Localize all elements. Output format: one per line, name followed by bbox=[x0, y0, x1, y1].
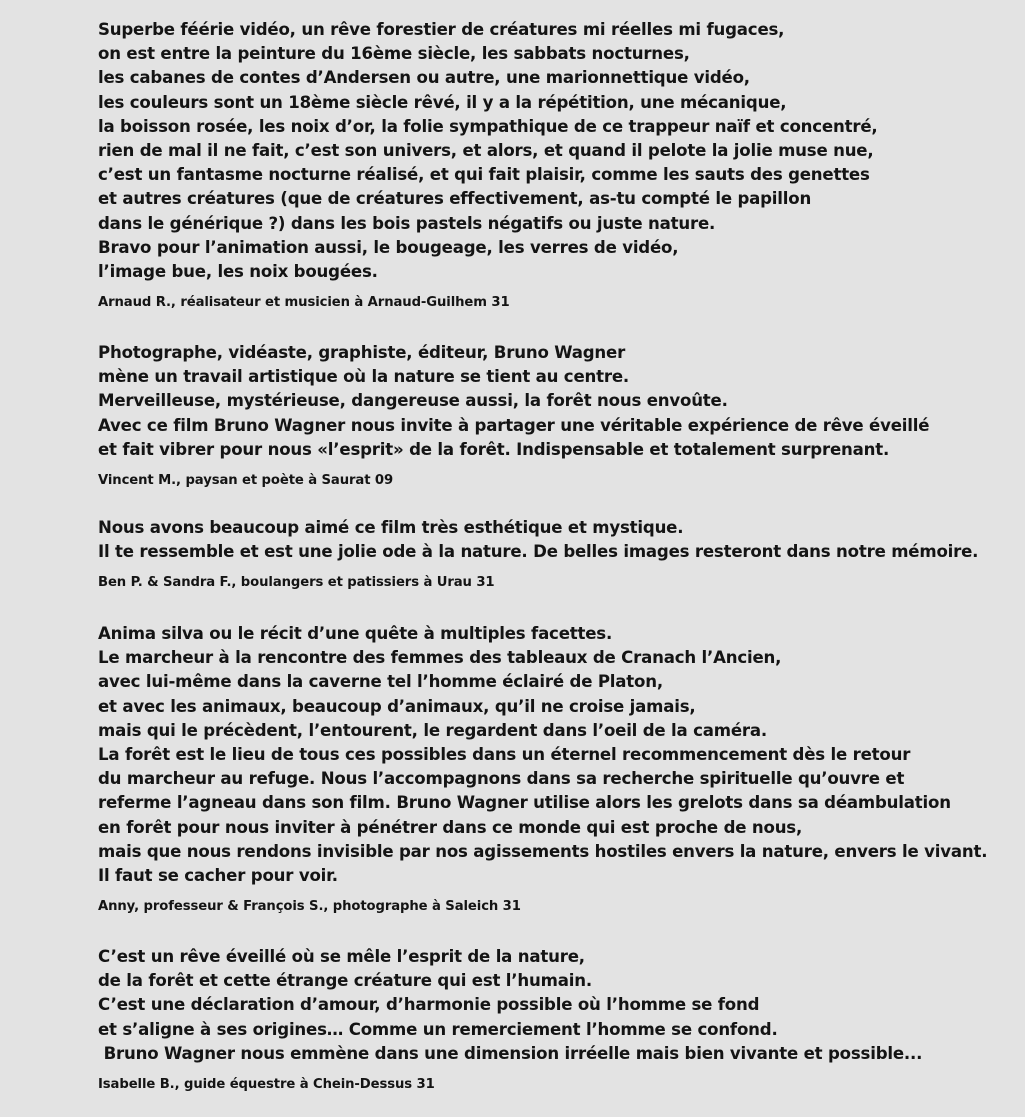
quote-line: Photographe, vidéaste, graphiste, éditeur, Bruno Wagner bbox=[98, 343, 626, 362]
testimonial-author: Isabelle B., guide équestre à Chein-Dessus 31 bbox=[98, 1077, 435, 1093]
quote-line: c’est un fantasme nocturne réalisé, et qui fait plaisir, comme les sauts des genettes bbox=[98, 165, 870, 185]
quote-line: mais qui le précèdent, l’entourent, le regardent dans l’oeil de la caméra. bbox=[98, 720, 767, 740]
quote-line: et s’aligne à ses origines… Comme un remerciement l’homme se confond. bbox=[98, 1019, 778, 1039]
quote-line: Le marcheur à la rencontre des femmes des tableaux de Cranach l’Ancien, bbox=[98, 648, 782, 668]
quote-line: les couleurs sont un 18ème siècle rêvé, il y a la répétition, une mécanique, bbox=[98, 92, 787, 112]
quote-line: Nous avons beaucoup aimé ce film très esthétique et mystique. bbox=[98, 518, 684, 537]
quote-line: Superbe féérie vidéo, un rêve forestier de créatures mi réelles mi fugaces, bbox=[98, 20, 785, 39]
quote-line: mais que nous rendons invisible par nos agissements hostiles envers la nature, envers le vivant. bbox=[98, 841, 988, 861]
quote-line: rien de mal il ne fait, c’est son univers, et alors, et quand il pelote la jolie muse nue, bbox=[98, 141, 874, 161]
testimonial-author: Ben P. & Sandra F., boulangers et patissiers à Urau 31 bbox=[98, 575, 495, 591]
testimonial-vincent bbox=[98, 341, 929, 490]
quote-line: referme l’agneau dans son film. Bruno Wagner utilise alors les grelots dans sa déambulation bbox=[98, 793, 951, 813]
testimonial-author: Arnaud R., réalisateur et musicien à Arnaud-Guilhem 31 bbox=[98, 295, 510, 311]
quote-line: Bravo pour l’animation aussi, le bougeage, les verres de vidéo, bbox=[98, 237, 679, 257]
quote-line: et avec les animaux, beaucoup d’animaux, qu’il ne croise jamais, bbox=[98, 696, 696, 716]
quote-line: en forêt pour nous inviter à pénétrer dans ce monde qui est proche de nous, bbox=[98, 817, 803, 837]
testimonial-anny-francois bbox=[98, 622, 987, 916]
quote-line: la boisson rosée, les noix d’or, la folie sympathique de ce trappeur naïf et concentré, bbox=[98, 116, 878, 136]
quote-line: C’est une déclaration d’amour, d’harmonie possible où l’homme se fond bbox=[98, 995, 760, 1015]
quote-line: Il faut se cacher pour voir. bbox=[98, 866, 338, 886]
testimonial-arnaud bbox=[98, 18, 877, 312]
quote-line: C’est un rêve éveillé où se mêle l’esprit de la nature, bbox=[98, 947, 585, 966]
quote-line: du marcheur au refuge. Nous l’accompagnons dans sa recherche spirituelle qu’ouvre et bbox=[98, 769, 905, 789]
quote-line: Merveilleuse, mystérieuse, dangereuse aussi, la forêt nous envoûte. bbox=[98, 391, 728, 411]
quote-line: Il te ressemble et est une jolie ode à la nature. De belles images resteront dans notre mémoire. bbox=[98, 542, 979, 562]
quote-line: Anima silva ou le récit d’une quête à multiples facettes. bbox=[98, 624, 613, 643]
quote-line: dans le générique ?) dans les bois pastels négatifs ou juste nature. bbox=[98, 213, 716, 233]
quote-line: mène un travail artistique où la nature se tient au centre. bbox=[98, 367, 629, 387]
quote-line: de la forêt et cette étrange créature qui est l’humain. bbox=[98, 971, 592, 991]
quote-line: et autres créatures (que de créatures effectivement, as-tu compté le papillon bbox=[98, 189, 812, 209]
testimonial-author: Vincent M., paysan et poète à Saurat 09 bbox=[98, 473, 394, 489]
quote-line: les cabanes de contes d’Andersen ou autre, une marionnettique vidéo, bbox=[98, 68, 750, 88]
testimonial-author: Anny, professeur & François S., photographe à Saleich 31 bbox=[98, 899, 521, 915]
quote-line: on est entre la peinture du 16ème siècle, les sabbats nocturnes, bbox=[98, 44, 690, 64]
quote-line: et fait vibrer pour nous «l’esprit» de la forêt. Indispensable et totalement surprenant. bbox=[98, 439, 890, 459]
quote-line: La forêt est le lieu de tous ces possibles dans un éternel recommencement dès le retour bbox=[98, 745, 911, 765]
quote-line: Bruno Wagner nous emmène dans une dimension irréelle mais bien vivante et possible... bbox=[98, 1043, 923, 1063]
quote-line: l’image bue, les noix bougées. bbox=[98, 262, 378, 282]
testimonial-ben-sandra bbox=[98, 516, 978, 592]
testimonial-isabelle bbox=[98, 945, 922, 1094]
quote-line: avec lui-même dans la caverne tel l’homme éclairé de Platon, bbox=[98, 672, 663, 692]
quote-line: Avec ce film Bruno Wagner nous invite à partager une véritable expérience de rêve éveillé bbox=[98, 415, 930, 435]
